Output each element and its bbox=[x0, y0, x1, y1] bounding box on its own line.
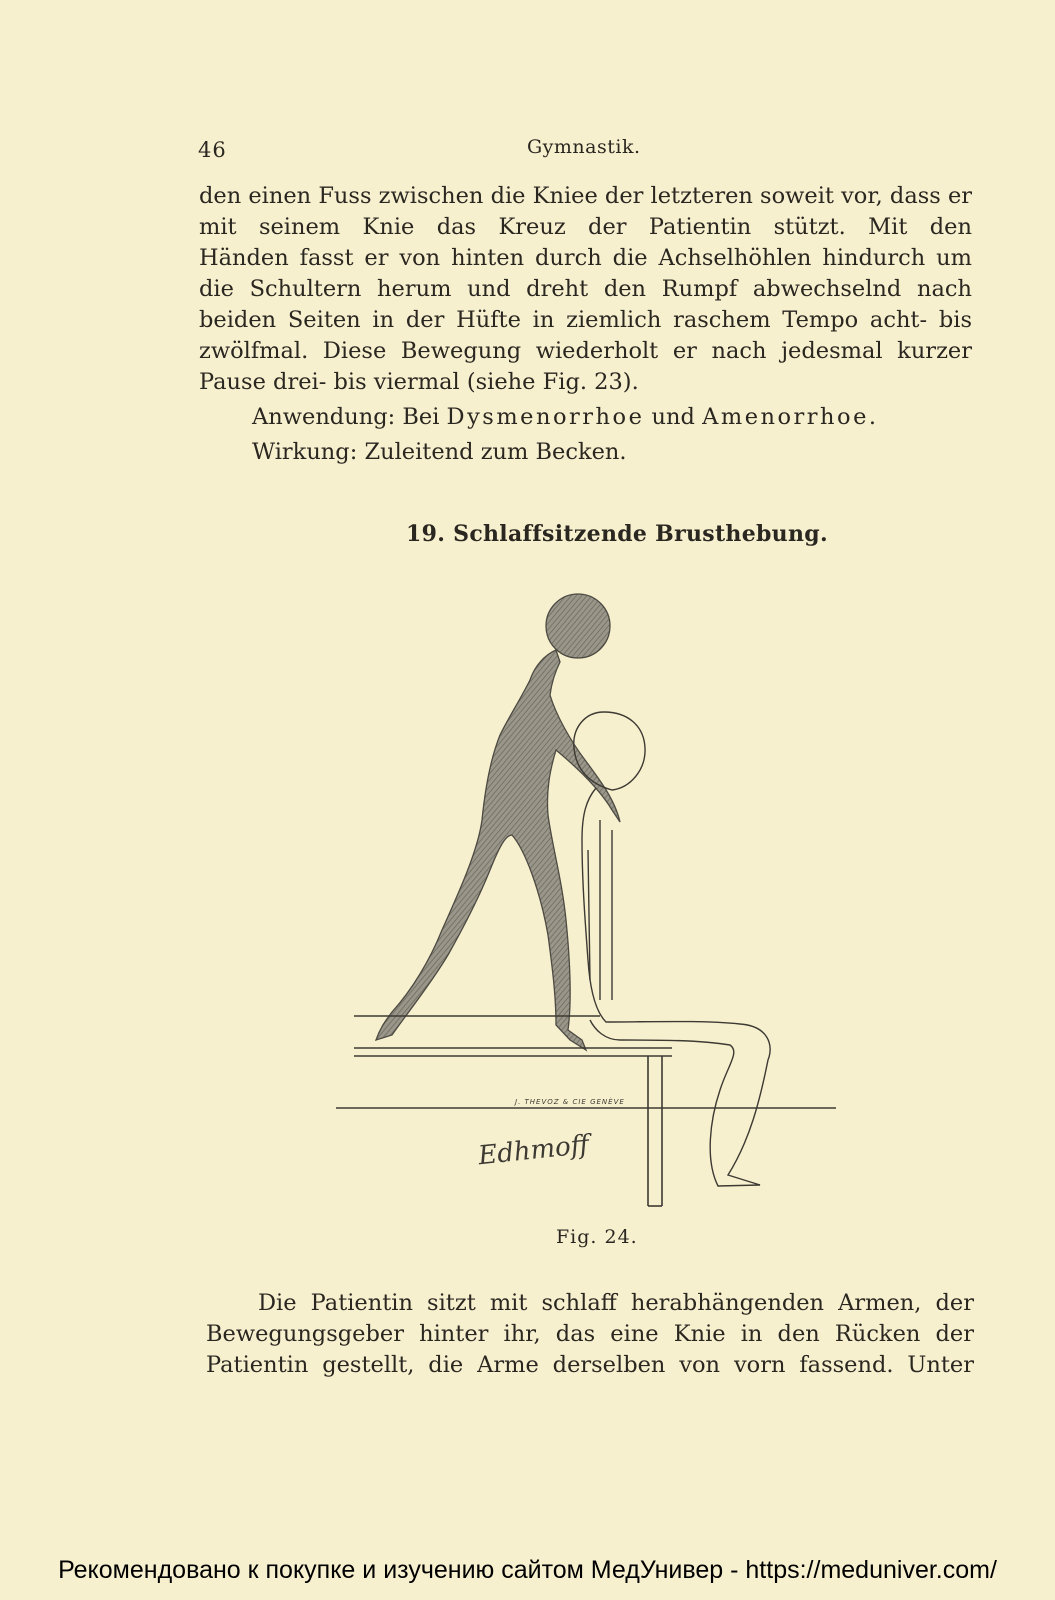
page-number: 46 bbox=[198, 138, 227, 162]
effect-text: Zuleitend zum Becken. bbox=[364, 439, 627, 465]
patient-figure bbox=[574, 712, 770, 1186]
application-text-mid: und bbox=[644, 404, 703, 430]
text-line: Die Patientin sitzt mit schlaff herabhängenden Armen, der bbox=[258, 1290, 974, 1316]
application-term-1: Dysmenorrhoe bbox=[446, 404, 645, 430]
text-line: Pause drei- bis viermal (siehe Fig. 23). bbox=[199, 369, 639, 395]
text-line: Patientin gestellt, die Arme derselben von vorn fassend. Unter bbox=[206, 1352, 974, 1378]
text-line: zwölfmal. Diese Bewegung wiederholt er nach jedesmal kurzer bbox=[199, 338, 972, 364]
text-line: Händen fasst er von hinten durch die Achselhöhlen hindurch um bbox=[199, 245, 972, 271]
text-line: die Schultern herum und dreht den Rumpf abwechselnd nach bbox=[199, 276, 972, 302]
footer-banner: Рекомендовано к покупке и изучению сайтом МедУнивер - https://meduniver.com/ bbox=[58, 1556, 997, 1584]
text-line: mit seinem Knie das Kreuz der Patientin stützt. Mit den bbox=[199, 214, 972, 240]
running-head: Gymnastik. bbox=[527, 136, 641, 158]
effect-label: Wirkung: bbox=[252, 439, 358, 465]
text-line: Bewegungsgeber hinter ihr, das eine Knie in den Rücken der bbox=[206, 1321, 974, 1347]
effect-line bbox=[252, 437, 627, 468]
application-term-2: Amenorrhoe. bbox=[702, 404, 879, 430]
application-line bbox=[252, 402, 879, 433]
application-text-pre: Bei bbox=[402, 404, 447, 430]
bench bbox=[336, 1016, 836, 1206]
application-label: Anwendung: bbox=[252, 404, 396, 430]
section-heading: 19. Schlaffsitzende Brusthebung. bbox=[406, 521, 828, 547]
artist-signature: Edhmoff bbox=[476, 1129, 591, 1172]
engraver-credit: J. THEVOZ & CIE GENÈVE bbox=[515, 1098, 625, 1106]
text-line: beiden Seiten in der Hüfte in ziemlich raschem Tempo acht- bis bbox=[199, 307, 972, 333]
therapist-figure bbox=[376, 594, 620, 1050]
text-line: den einen Fuss zwischen die Kniee der letzteren soweit vor, dass er bbox=[199, 183, 973, 209]
figure-caption: Fig. 24. bbox=[556, 1226, 638, 1248]
